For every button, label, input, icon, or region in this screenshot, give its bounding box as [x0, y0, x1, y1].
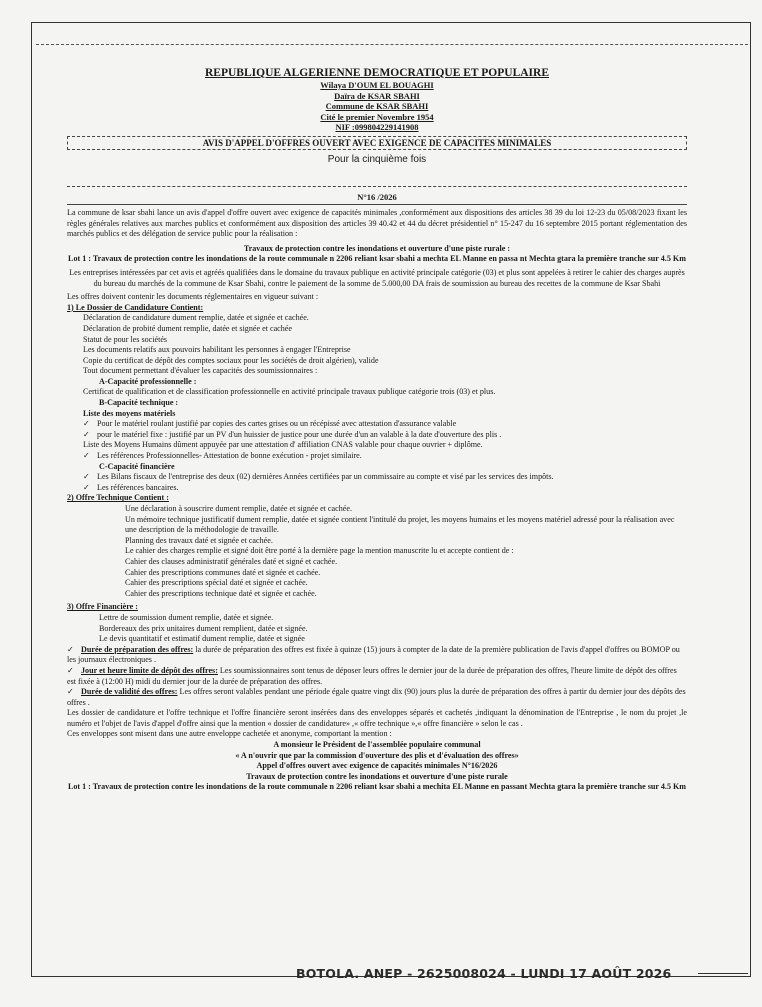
mat2: ✓ pour le matériel fixe : justifié par un PV d'un huissier de justice pour une durée d'un an valable à la date d'ouverture des plis . [67, 430, 687, 441]
financiere-item: Lettre de soumission dument remplie, datée et signée. [99, 612, 274, 622]
republique-title: REPUBLIQUE ALGERIENNE DEMOCRATIQUE ET POPULAIRE [205, 67, 549, 79]
nif: NIF :099804229141908 [335, 122, 419, 133]
financiere-title: 3) Offre Financière : [67, 602, 138, 612]
dossier-item: Déclaration de candidature dument remplie, datée et signée et cachée. [83, 313, 309, 323]
document-body [67, 66, 687, 793]
lot1-footer: Lot 1 : Travaux de protection contre les inondations de la route communale n 2206 reliant ksar sbahi a mechita EL Manne en passant Mechta gtara la première tranche sur 4.5 Km [67, 782, 687, 792]
projet-title: Travaux de protection contre les inondations et ouverture d'une piste rurale : [243, 243, 511, 253]
intro: La commune de ksar sbahi lance un avis d'appel d'offre ouvert avec exigence de capacités minimales ,conformément aux dispositions des articles 38 39 du loi 12-23 du 05/08/2023 fixant les règles générales relatives aux marches publics et conformément aux disposition des articles 39 40.42 et 44 du décret présidentiel n° 15-247 du 16 septembre 2015 portant réglementation des marchés publics et des délégation de service public pour la réalisation : [67, 207, 687, 239]
technique-item: Cahier des prescriptions spécial daté et signée et cachée. [125, 578, 308, 588]
references-pro: ✓ Les références Professionnelles- Attestation de bonne exécution - projet similaire. [67, 451, 687, 462]
bancaires: ✓ Les références bancaires. [67, 483, 687, 494]
bilans: ✓ Les Bilans fiscaux de l'entreprise des deux (02) dernières Années certifiées par un commissaire au compte et visé par les services des impôts. [67, 472, 687, 483]
footer-rule [698, 973, 748, 974]
certificat: Certificat de qualification et de classification professionnelle en activité principale travaux publique catégorie trois (03) et plus. [83, 387, 496, 397]
dossier-item: Copie du certificat de dépôt des comptes sociaux pour les sociétés de droit algérien), valide [83, 355, 379, 365]
technique-title: 2) Offre Technique Contient : [67, 493, 169, 503]
financiere-item: Le devis quantitatif et estimatif dument remplie, datée et signée [99, 634, 305, 644]
fois: Pour la cinquième fois [327, 153, 427, 165]
capacite-fin: C-Capacité financière [99, 461, 175, 471]
entreprises: Les entreprises intéressées par cet avis et agréés qualifiées dans le domaine du travaux publique en activité principale catégorie (03) et plus sont appelées à retirer le cahier des charges auprès du bureau du marchés de la commune de Ksar Sbahi, contre le paiement de la somme de 5.000,00 DA frais de soumission au bureau des recettes de la commune de Ksar Sbahi [69, 267, 685, 288]
technique-item: Un mémoire technique justificatif dument remplie, datée et signée contient l'intitulé du projet, les moyens humains et les moyens matériel adressé pour la réalisation avec une description de la méthodologie de travaille. [125, 514, 675, 535]
footer-ref: BOTOLA. ANEP - 2625008024 - LUNDI 17 AOÛT 2026 [296, 966, 672, 981]
lot1: Lot 1 : Travaux de protection contre les inondations de la route communale n 2206 reliant ksar sbahi a mechta EL Manne en passa nt Mechta gtara la première tranche sur 4.5 Km [68, 254, 686, 264]
moyens-materiels: Liste des moyens matériels [83, 408, 176, 418]
dossier-candidature: Les dossier de candidature et l'offre technique et l'offre financière seront insérées dans des enveloppes séparés et cachetés ,indiquant la dénomination de l'Entreprise , le nom du projet ,le numéro et l'objet de l'avis d'appel d'offre ainsi que la mention « dossier de candidature» ,« offre technique »,« offre financière » selon le cas . [67, 708, 687, 728]
technique-item: Cahier des prescriptions technique daté et signée et cachée. [125, 588, 317, 598]
validite-label: Durée de validité des offres: [81, 687, 178, 697]
mat1: ✓ Pour le matériel roulant justifié par copies des cartes grises ou un récépissé avec attestation d'assurance valable [67, 419, 687, 430]
daira: Daïra de KSAR SBAHI [334, 90, 420, 101]
technique-item: Le cahier des charges remplie et signé doit être porté à la dernière page la mention manuscrite lu et accepte contient de : [125, 546, 514, 556]
moyens-humains: Liste des Moyens Humains dûment appuyée par une attestation d' affiliation CNAS valable pour chaque ouvrier + diplôme. [83, 440, 483, 450]
jour-text: Les soumissionnaires sont tenus de déposer leurs offres le dernier jour de la durée de préparation des offres, l'heure limite de dépôt des offres est fixée à (12:00 H) midi du dernier jour de la durée de préparation des offres. [67, 665, 677, 686]
monsieur: A monsieur le Président de l'assemblée populaire communal [273, 740, 481, 750]
duree-prep-label: Durée de préparation des offres: [81, 644, 194, 654]
numero: N°16 /2026 [67, 186, 687, 205]
dossier-item: Statut de pour les sociétés [83, 334, 168, 344]
offres-doivent: Les offres doivent contenir les documents réglementaires en vigueur suivant : [67, 292, 319, 302]
dossier-title: 1) Le Dossier de Candidature Contient: [67, 302, 204, 312]
capacite-pro: A-Capacité professionnelle : [99, 376, 197, 386]
validite-text: Les offres seront valables pendant une période égale quatre vingt dix (90) jours plus la durée de préparation des offres à partir du dernier jour des dépôts des offres . [67, 687, 686, 707]
validite [67, 687, 687, 708]
duree-prep [67, 645, 687, 666]
enveloppes: Ces enveloppes sont misent dans une autre enveloppe cachetée et anonyme, comportant la mention : [67, 729, 392, 739]
wilaya: Wilaya D'OUM EL BOUAGHI [320, 80, 434, 90]
duree-prep-text: la durée de préparation des offres est fixée à quinze (15) jours à compter de la date de la première publication de l'avis d'appel d'offres ou BOMOP ou les journaux électroniques . [67, 644, 680, 665]
appel: Appel d'offres ouvert avec exigence de capacités minimales N°16/2026 [256, 761, 498, 771]
financiere-item: Bordereaux des prix unitaires dument remplient, datée et signée. [99, 623, 308, 633]
dossier-item: Déclaration de probité dument remplie, datée et signée et cachée [83, 323, 292, 333]
commune: Commune de KSAR SBAHI [325, 101, 429, 112]
technique-item: Cahier des prescriptions communes daté et signée et cachée. [125, 567, 321, 577]
technique-item: Planning des travaux daté et signée et cachée. [125, 535, 273, 545]
header [67, 66, 687, 133]
avis-title: AVIS D'APPEL D'OFFRES OUVERT AVEC EXIGENCE DE CAPACITES MINIMALES [67, 136, 687, 150]
travaux-footer: Travaux de protection contre les inondations et ouverture d'une piste rurale [246, 771, 508, 781]
jour-limite [67, 666, 687, 687]
top-rule [36, 44, 748, 45]
dossier-item: Les documents relatifs aux pouvoirs habilitant les personnes à engager l'Entreprise [83, 345, 351, 355]
technique-item: Une déclaration à souscrire dument remplie, datée et signée et cachée. [125, 504, 352, 513]
technique-item: Cahier des clauses administratif générales daté et signé et cachée. [125, 556, 338, 566]
jour-label: Jour et heure limite de dépôt des offres: [81, 665, 218, 675]
dossier-item: Tout document permettant d'évaluer les capacités des soumissionnaires : [83, 366, 318, 376]
ouvrir: « A n'ouvrir que par la commission d'ouverture des plis et d'évaluation des offres» [235, 750, 519, 760]
cite: Cité le premier Novembre 1954 [320, 111, 434, 122]
capacite-tech: B-Capacité technique : [99, 398, 179, 408]
